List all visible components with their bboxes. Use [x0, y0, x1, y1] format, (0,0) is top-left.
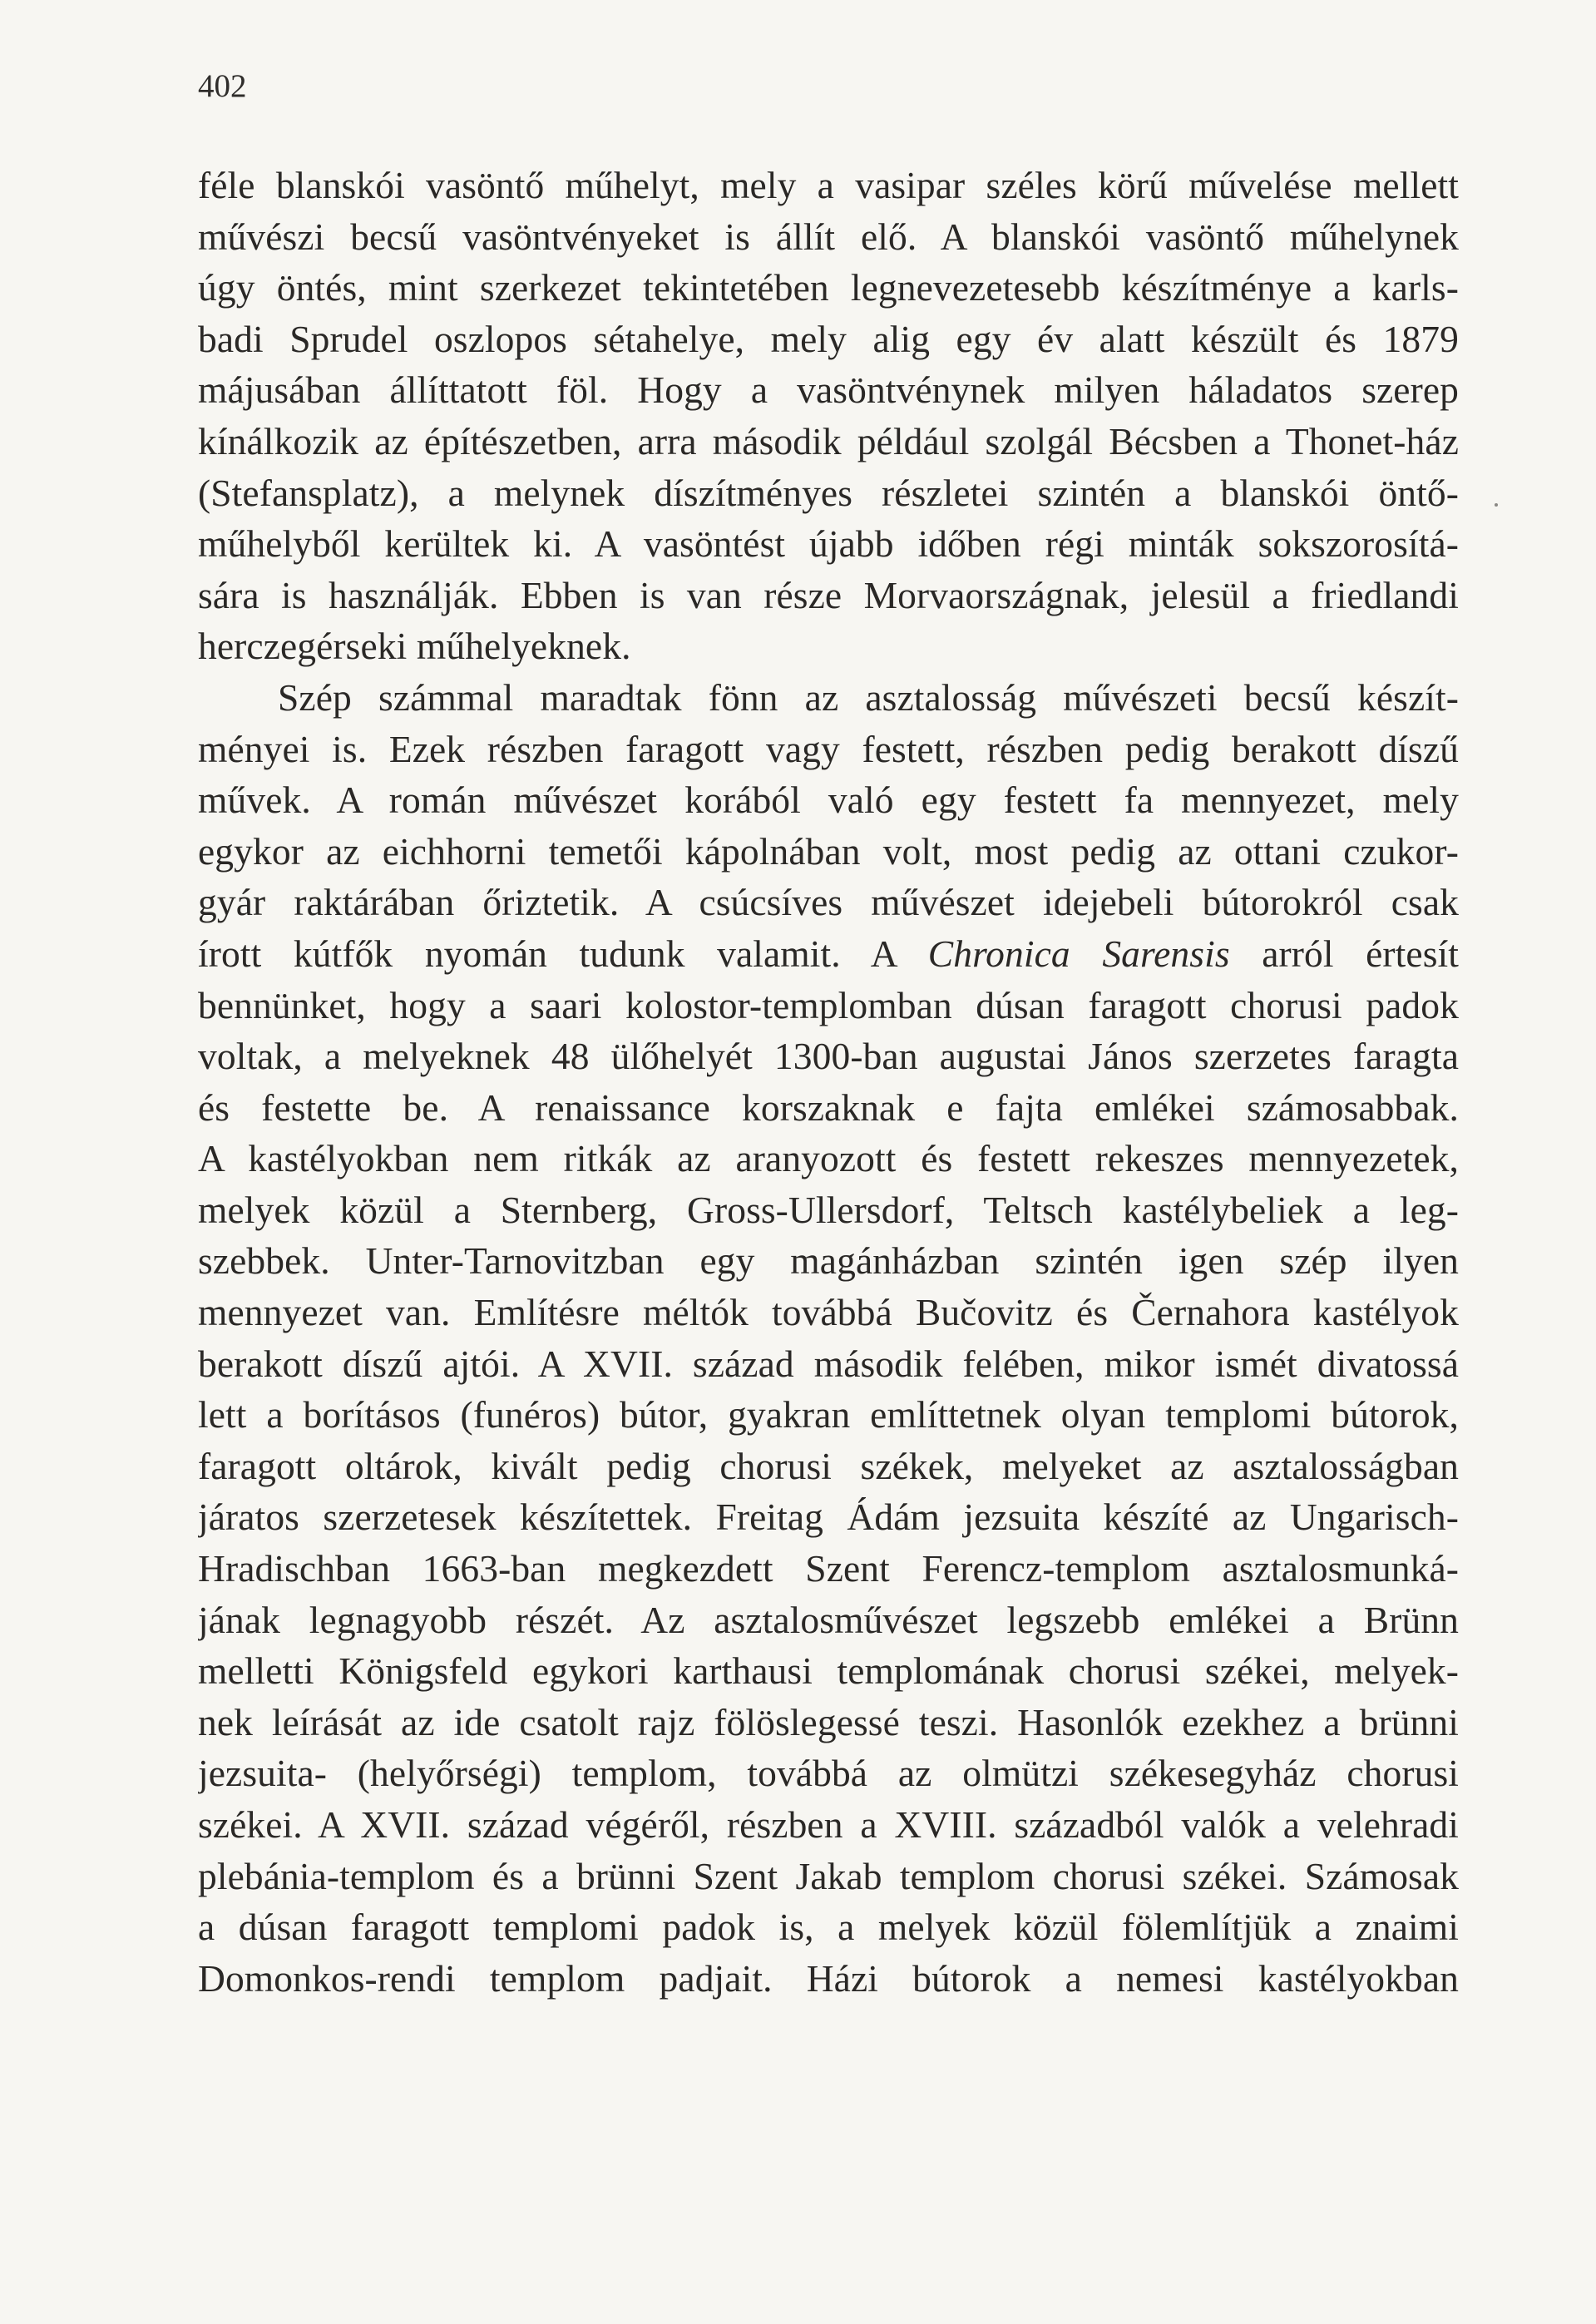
- text-line: írott kútfők nyomán tudunk valamit. A Chronica Sarensis arról értesít: [198, 932, 1459, 975]
- text-line: szebbek. Unter-Tarnovitzban egy magánházban szintén igen szép ilyen: [198, 1239, 1459, 1283]
- text-line: berakott díszű ajtói. A XVII. század második felében, mikor ismét divatossá: [198, 1342, 1459, 1385]
- text-line: ményei is. Ezek részben faragott vagy festett, részben pedig berakott díszű: [198, 727, 1459, 770]
- text-line: plebánia-templom és a brünni Szent Jakab templom chorusi székei. Számosak: [198, 1854, 1459, 1897]
- text-line: járatos szerzetesek készítettek. Freitag Ádám jezsuita készíté az Ungarisch-: [198, 1496, 1459, 1539]
- text-line: voltak, a melyeknek 48 ülőhelyét 1300-ban augustai János szerzetes faragta: [198, 1035, 1459, 1078]
- text-line: a dúsan faragott templomi padok is, a melyek közül fölemlítjük a znaimi: [198, 1906, 1459, 1949]
- text-line: (Stefansplatz), a melynek díszítményes részletei szintén a blanskói öntő-: [198, 471, 1459, 514]
- page-number: 402: [198, 68, 247, 104]
- text-line: féle blanskói vasöntő műhelyt, mely a vasipar széles körű művelése mellett: [198, 164, 1459, 206]
- body-text: [198, 160, 1459, 2004]
- text-line: Domonkos-rendi templom padjait. Házi bútorok a nemesi kastélyokban: [198, 1956, 1459, 2000]
- text-line: bennünket, hogy a saari kolostor-templomban dúsan faragott chorusi padok: [198, 983, 1459, 1026]
- text-line: székei. A XVII. század végéről, részben a XVIII. századból valók a velehradi: [198, 1803, 1459, 1846]
- text-line: lett a borításos (funéros) bútor, gyakran említtetnek olyan templomi bútorok,: [198, 1393, 1459, 1436]
- text-line: jezsuita- (helyőrségi) templom, továbbá az olmützi székesegyház chorusi: [198, 1752, 1459, 1795]
- text-line: és festette be. A renaissance korszaknak e fajta emlékei számosabbak.: [198, 1085, 1459, 1129]
- text-line: sára is használják. Ebben is van része Morvaországnak, jelesül a friedlandi: [198, 573, 1459, 616]
- text-line: kínálkozik az építészetben, arra második például szolgál Bécsben a Thonet-ház: [198, 419, 1459, 462]
- text-line: nek leírását az ide csatolt rajz fölöslegessé teszi. Hasonlók ezekhez a brünni: [198, 1700, 1459, 1743]
- text-line: gyár raktárában őriztetik. A csúcsíves művészet idejebeli bútorokról csak: [198, 881, 1459, 924]
- text-line: badi Sprudel oszlopos sétahelye, mely alig egy év alatt készült és 1879: [198, 317, 1459, 360]
- text-line: jának legnagyobb részét. Az asztalosművészet legszebb emlékei a Brünn: [198, 1598, 1459, 1641]
- text-line: melletti Königsfeld egykori karthausi templomának chorusi székei, melyek-: [198, 1649, 1459, 1693]
- text-line: műhelyből kerültek ki. A vasöntést újabb időben régi minták sokszorosítá-: [198, 522, 1459, 566]
- paragraph-start-line: Szép számmal maradtak fönn az asztalosság művészeti becsű készít-: [278, 675, 1459, 719]
- text-line: művek. A román művészet korából való egy festett fa mennyezet, mely: [198, 779, 1459, 822]
- text-line: májusában állíttatott föl. Hogy a vasöntvénynek milyen háladatos szerep: [198, 368, 1459, 412]
- text-line: Hradischban 1663-ban megkezdett Szent Ferencz-templom asztalosmunká-: [198, 1547, 1459, 1590]
- text-line: melyek közül a Sternberg, Gross-Ullersdorf, Teltsch kastélybeliek a leg-: [198, 1188, 1459, 1231]
- paragraph-end-line: herczegérseki műhelyeknek.: [198, 625, 631, 668]
- text-line: mennyezet van. Említésre méltók továbbá Bučovitz és Černahora kastélyok: [198, 1291, 1459, 1334]
- text-line: A kastélyokban nem ritkák az aranyozott és festett rekeszes mennyezetek,: [198, 1137, 1459, 1180]
- text-line: egykor az eichhorni temetői kápolnában volt, most pedig az ottani czukor-: [198, 829, 1459, 873]
- text-line: művészi becsű vasöntvényeket is állít elő. A blanskói vasöntő műhelynek: [198, 215, 1459, 258]
- text-line: úgy öntés, mint szerkezet tekintetében legnevezetesebb készítménye a karls-: [198, 266, 1459, 309]
- text-line: faragott oltárok, kivált pedig chorusi székek, melyeket az asztalosságban: [198, 1444, 1459, 1487]
- work-title: Chronica Sarensis: [927, 932, 1230, 975]
- paper-speck: [1495, 503, 1498, 507]
